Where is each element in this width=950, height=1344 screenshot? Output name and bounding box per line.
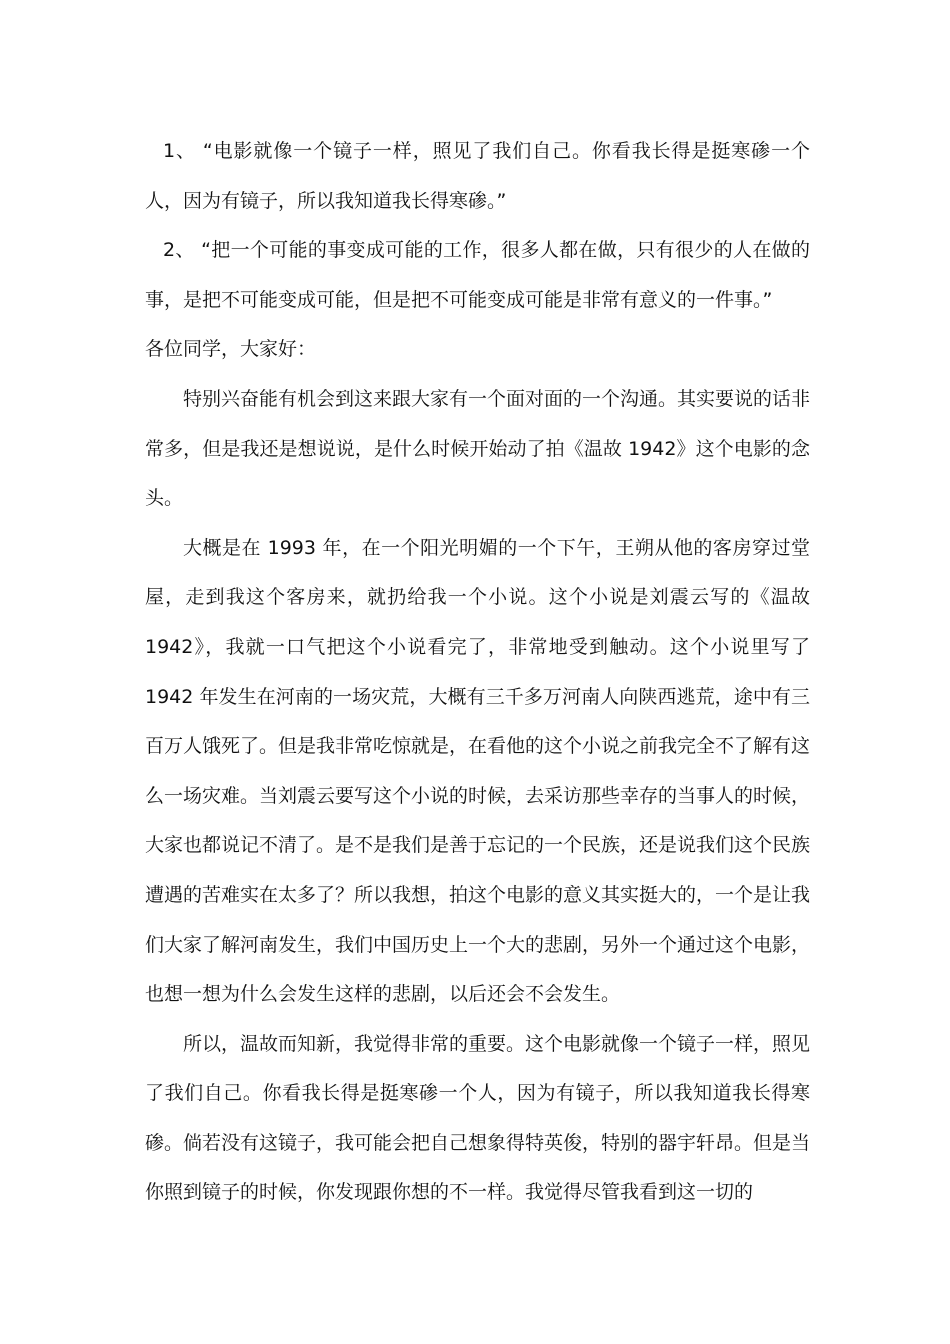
paragraph-1: 特别兴奋能有机会到这来跟大家有一个面对面的一个沟通。其实要说的话非常多，但是我还是想说说，是什么时候开始动了拍《温故 1942》这个电影的念头。 [145, 387, 811, 510]
paragraph-3: 所以，温故而知新，我觉得非常的重要。这个电影就像一个镜子一样，照见了我们自己。你看我长得是挺寒碜一个人，因为有镜子，所以我知道我长得寒碜。倘若没有这镜子，我可能会把自己想象得特英俊，特别的器宇轩昂。但是当你照到镜子的时候，你发现跟你想的不一样。我觉得尽管我看到这一切的 [145, 1032, 811, 1204]
greeting: 各位同学，大家好： [145, 338, 317, 361]
quote-2: 2、 “把一个可能的事变成可能的工作，很多人都在做，只有很少的人在做的事，是把不可能变成可能，但是把不可能变成可能是非常有意义的一件事。” [145, 239, 810, 311]
quote-1: 1、 “电影就像一个镜子一样，照见了我们自己。你看我长得是挺寒碜一个人，因为有镜子，所以我知道我长得寒碜。” [145, 140, 810, 212]
paragraph-2: 大概是在 1993 年，在一个阳光明媚的一个下午，王朔从他的客房穿过堂屋，走到我这个客房来，就扔给我一个小说。这个小说是刘震云写的《温故 1942》，我就一口气把这个小说看完了，非常地受到触动。这个小说里写了 1942 年发生在河南的一场灾荒，大概有三千多万河南人向陕西逃荒，途中有三百万人饿死了。但是我非常吃惊就是，在看他的这个小说之前我完全不了解有这么一场灾难。当刘震云要写这个小说的时候，去采访那些幸存的当事人的时候，大家也都说记不清了。是不是我们是善于忘记的一个民族，还是说我们这个民族遭遇的苦难实在太多了？所以我想，拍这个电影的意义其实挺大的，一个是让我们大家了解河南发生，我们中国历史上一个大的悲剧，另外一个通过这个电影，也想一想为什么会发生这样的悲剧，以后还会不会发生。 [145, 536, 811, 1006]
document-body [145, 127, 810, 1218]
